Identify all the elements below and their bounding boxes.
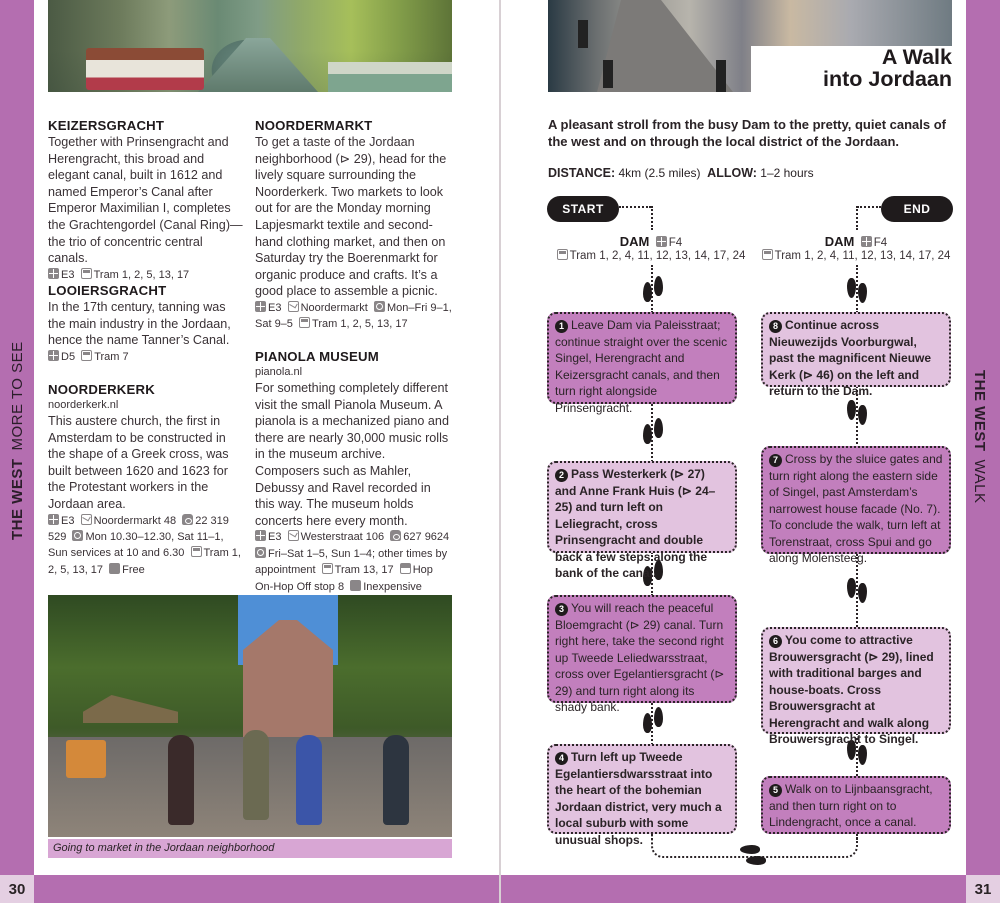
entry-noorderkerk bbox=[48, 382, 246, 578]
entry-looiersgracht bbox=[48, 283, 246, 365]
entry-title: KEIZERSGRACHT bbox=[48, 118, 165, 133]
tram-icon bbox=[557, 249, 568, 260]
footprints-icon bbox=[845, 578, 869, 604]
entry-body: For something completely different visit the small Pianola Museum. A pianola is a mechanized piano and there are nearly 30,000 music rolls in the museum archive. Composers such as Mahler, Debussy and Ravel recorded in this way. The museum holds concerts here every month. bbox=[255, 381, 449, 528]
map-grid-icon bbox=[861, 236, 872, 247]
footprints-icon bbox=[641, 276, 665, 302]
tram-icon bbox=[762, 249, 773, 260]
canal-photo bbox=[48, 0, 452, 92]
start-badge: START bbox=[547, 196, 619, 222]
entry-url[interactable]: noorderkerk.nl bbox=[48, 399, 119, 411]
walk-step-2: 2 Pass Westerkerk (⊳ 27) and Anne Frank Huis (⊳ 24–25) and turn left on Leliegracht, cross Prinsengracht and double back a few steps along the bank of the canal. bbox=[547, 461, 737, 553]
map-grid-icon bbox=[48, 514, 59, 525]
address-icon bbox=[81, 514, 92, 525]
entry-body: To get a taste of the Jordaan neighborhood (⊳ 29), head for the lively square surrounding the Noorderkerk. Two markets to look out for are the Monday morning Lapjesmarkt textile and second-hand clothing market, and then on Saturday try the Boerenmarkt for organic produce and crafts. It’s a good place to assemble a picnic. bbox=[255, 135, 447, 299]
entry-title: PIANOLA MUSEUM bbox=[255, 349, 379, 364]
entry-meta: E3 Westerstraat 106 627 9624 Fri–Sat 1–5, Sun 1–4; other times by appointment Tram 13, 17 Hop On-Hop Off stop 8 Inexpensive bbox=[255, 531, 450, 593]
entry-title: LOOIERSGRACHT bbox=[48, 283, 167, 298]
market-photo bbox=[48, 595, 452, 837]
entry-title: NOORDERMARKT bbox=[255, 118, 373, 133]
entry-body: In the 17th century, tanning was the main industry in the Jordaan, hence the name Tanner’s Canal. bbox=[48, 300, 231, 348]
tram-icon bbox=[191, 546, 202, 557]
entry-body: Together with Prinsengracht and Herengracht, this broad and elegant canal, built in 1612 and named Emperor’s Canal after Emperor Maximilian I, completes the Grachtengordel (Canal Ring)—the trio of concentric central canals. bbox=[48, 135, 243, 266]
footprints-icon bbox=[845, 400, 869, 426]
footer-bar bbox=[34, 875, 499, 903]
end-point: DAM F4 Tram 1, 2, 4, 11, 12, 13, 14, 17, 24 bbox=[756, 234, 956, 262]
walk-stats: DISTANCE: 4km (2.5 miles) ALLOW: 1–2 hours bbox=[548, 166, 814, 180]
footprints-icon bbox=[641, 707, 665, 733]
phone-icon bbox=[182, 514, 193, 525]
entry-body: This austere church, the first in Amsterdam to be constructed in the shape of a Greek cross, was built between 1620 and 1623 for the Protestant workers in the Jordaan area. bbox=[48, 414, 229, 511]
page-number: 30 bbox=[0, 875, 34, 903]
entry-meta: D5 Tram 7 bbox=[48, 349, 246, 365]
tram-icon bbox=[322, 563, 333, 574]
walk-step-3: 3 You will reach the peaceful Bloemgracht (⊳ 29) canal. Turn right here, take the second right up Tweede Leliedwarsstraat, cross over Egelantiersgracht (⊳ 29) and turn right along its shady bank. bbox=[547, 595, 737, 703]
clock-icon bbox=[72, 530, 83, 541]
walk-step-5: 5 Walk on to Lijnbaansgracht, and then turn right on to Lindengracht, once a canal. bbox=[761, 776, 951, 834]
clock-icon bbox=[374, 301, 385, 312]
phone-icon bbox=[390, 530, 401, 541]
footer-bar bbox=[501, 875, 966, 903]
end-badge: END bbox=[881, 196, 953, 222]
walk-intro: A pleasant stroll from the busy Dam to the pretty, quiet canals of the west and on through the local district of the Jordaan. bbox=[548, 117, 947, 149]
entry-pianola-museum bbox=[255, 349, 453, 595]
walk-step-6: 6 You come to attractive Brouwersgracht (⊳ 29), lined with traditional barges and house-boats. Cross Brouwersgracht at Herengracht and walk along Brouwersgracht to Singel. bbox=[761, 627, 951, 734]
clock-icon bbox=[255, 547, 266, 558]
map-grid-icon bbox=[48, 350, 59, 361]
footprints-icon bbox=[845, 278, 869, 304]
map-grid-icon bbox=[48, 268, 59, 279]
map-grid-icon bbox=[255, 301, 266, 312]
admission-icon bbox=[109, 563, 120, 574]
start-point: DAM F4 Tram 1, 2, 4, 11, 12, 13, 14, 17, 24 bbox=[551, 234, 751, 262]
walk-step-8: 8 Continue across Nieuwezijds Voorburgwal, past the magnificent Nieuwe Kerk (⊳ 46) on the left and return to the Dam. bbox=[761, 312, 951, 387]
footprints-icon bbox=[641, 418, 665, 444]
tram-icon bbox=[81, 350, 92, 361]
walk-step-4: 4 Turn left up Tweede Egelantiersdwarsstraat into the heart of the bohemian Jordaan district, very much a local suburb with some unusual shops. bbox=[547, 744, 737, 834]
entry-keizersgracht bbox=[48, 118, 246, 283]
tram-icon bbox=[299, 317, 310, 328]
address-icon bbox=[288, 530, 299, 541]
address-icon bbox=[288, 301, 299, 312]
entry-title: NOORDERKERK bbox=[48, 382, 155, 397]
photo-caption: Going to market in the Jordaan neighborhood bbox=[48, 839, 452, 858]
page-number: 31 bbox=[966, 875, 1000, 903]
entry-meta: E3 Noordermarkt 48 22 319 529 Mon 10.30–12.30, Sat 11–1, Sun services at 10 and 6.30 Tram 1, 2, 5, 13, 17 Free bbox=[48, 514, 241, 576]
entry-noordermarkt bbox=[255, 118, 453, 333]
map-grid-icon bbox=[656, 236, 667, 247]
walk-step-1: 1 Leave Dam via Paleisstraat; continue straight over the scenic Singel, Herengracht and Keizersgracht canals, and then turn right alongside Prinsengracht. bbox=[547, 312, 737, 404]
walk-step-7: 7 Cross by the sluice gates and turn right along the eastern side of Singel, past Amsterdam’s narrowest house facade (No. 7). To conclude the walk, turn left at Torenstraat, cross Spui and go along Molensteeg. bbox=[761, 446, 951, 554]
right-page bbox=[501, 0, 1000, 903]
tram-icon bbox=[81, 268, 92, 279]
admission-icon bbox=[350, 580, 361, 591]
side-section-label: THE WESTMORE TO SEE bbox=[9, 341, 26, 540]
footprints-icon bbox=[740, 843, 766, 867]
bus-icon bbox=[400, 563, 411, 574]
entry-meta: E3 Tram 1, 2, 5, 13, 17 bbox=[48, 267, 246, 283]
side-section-label: THE WESTWALK bbox=[971, 370, 988, 504]
entry-meta: E3 Noordermarkt Mon–Fri 9–1, Sat 9–5 Tram 1, 2, 5, 13, 17 bbox=[255, 301, 452, 331]
entry-url[interactable]: pianola.nl bbox=[255, 366, 303, 378]
walk-title: A Walk into Jordaan bbox=[751, 46, 952, 96]
map-grid-icon bbox=[255, 530, 266, 541]
left-page bbox=[0, 0, 499, 903]
